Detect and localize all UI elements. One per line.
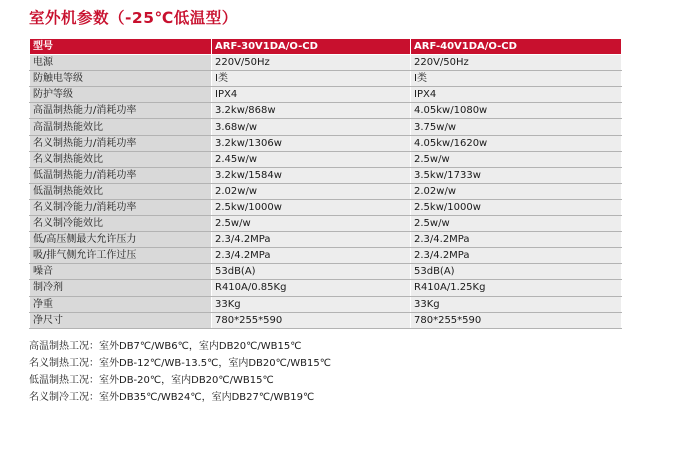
table-row: [30, 296, 622, 312]
note-low-temp-heating: 低温制热工况：室外DB-20℃，室内DB20℃/WB15℃: [29, 375, 274, 386]
table-row: [30, 264, 622, 280]
value-model-30: 3.2kw/1306w: [212, 135, 411, 151]
value-model-40: 2.5w/w: [411, 216, 622, 232]
table-row: [30, 167, 622, 183]
row-label: 高温制热能效比: [30, 119, 212, 135]
value-model-40: 780*255*590: [411, 312, 622, 328]
value-model-30: 220V/50Hz: [212, 55, 411, 71]
row-label: 高温制热能力/消耗功率: [30, 103, 212, 119]
value-model-40: 53dB(A): [411, 264, 622, 280]
row-label: 防触电等级: [30, 71, 212, 87]
value-model-30: 3.2kw/1584w: [212, 167, 411, 183]
value-model-30: 2.02w/w: [212, 183, 411, 199]
value-model-30: IPX4: [212, 87, 411, 103]
value-model-40: 3.5kw/1733w: [411, 167, 622, 183]
value-model-40: R410A/1.25Kg: [411, 280, 622, 296]
row-label: 防护等级: [30, 87, 212, 103]
value-model-30: 53dB(A): [212, 264, 411, 280]
spec-table: [29, 38, 622, 329]
value-model-30: Ⅰ类: [212, 71, 411, 87]
row-label: 净重: [30, 296, 212, 312]
row-label: 净尺寸: [30, 312, 212, 328]
note-nominal-cooling: 名义制冷工况：室外DB35℃/WB24℃，室内DB27℃/WB19℃: [29, 392, 315, 403]
value-model-40: 4.05kw/1620w: [411, 135, 622, 151]
table-row: [30, 183, 622, 199]
row-label: 名义制热能效比: [30, 151, 212, 167]
row-label: 低温制热能力/消耗功率: [30, 167, 212, 183]
value-model-40: 33Kg: [411, 296, 622, 312]
value-model-40: IPX4: [411, 87, 622, 103]
value-model-40: 4.05kw/1080w: [411, 103, 622, 119]
table-row: [30, 103, 622, 119]
table-row: [30, 199, 622, 215]
value-model-30: 3.2kw/868w: [212, 103, 411, 119]
table-header-row: [30, 39, 622, 55]
value-model-30: 2.5w/w: [212, 216, 411, 232]
value-model-40: 2.02w/w: [411, 183, 622, 199]
table-row: [30, 87, 622, 103]
spec-table-body: [30, 55, 622, 329]
row-label: 低温制热能效比: [30, 183, 212, 199]
table-row: [30, 248, 622, 264]
value-model-40: 3.75w/w: [411, 119, 622, 135]
row-label: 电源: [30, 55, 212, 71]
value-model-40: 2.5kw/1000w: [411, 199, 622, 215]
table-row: [30, 71, 622, 87]
table-row: [30, 119, 622, 135]
page-title: 室外机参数（-25℃低温型）: [29, 9, 238, 27]
value-model-40: 220V/50Hz: [411, 55, 622, 71]
note-nominal-heating: 名义制热工况：室外DB-12℃/WB-13.5℃，室内DB20℃/WB15℃: [29, 358, 331, 369]
value-model-30: 2.45w/w: [212, 151, 411, 167]
value-model-30: 2.5kw/1000w: [212, 199, 411, 215]
table-row: [30, 55, 622, 71]
row-label: 吸/排气侧允许工作过压: [30, 248, 212, 264]
row-label: 名义制冷能力/消耗功率: [30, 199, 212, 215]
table-row: [30, 135, 622, 151]
value-model-40: 2.3/4.2MPa: [411, 232, 622, 248]
row-label: 噪音: [30, 264, 212, 280]
row-label: 低/高压侧最大允许压力: [30, 232, 212, 248]
value-model-40: Ⅰ类: [411, 71, 622, 87]
value-model-40: 2.3/4.2MPa: [411, 248, 622, 264]
value-model-30: 3.68w/w: [212, 119, 411, 135]
table-row: [30, 232, 622, 248]
table-row: [30, 216, 622, 232]
value-model-40: 2.5w/w: [411, 151, 622, 167]
column-header-model-30: ARF-30V1DA/O-CD: [212, 39, 411, 55]
value-model-30: 780*255*590: [212, 312, 411, 328]
column-header-model-40: ARF-40V1DA/O-CD: [411, 39, 622, 55]
row-label: 名义制热能力/消耗功率: [30, 135, 212, 151]
note-high-temp-heating: 高温制热工况：室外DB7℃/WB6℃，室内DB20℃/WB15℃: [29, 341, 302, 352]
column-header-model: 型号: [30, 39, 212, 55]
row-label: 制冷剂: [30, 280, 212, 296]
value-model-30: R410A/0.85Kg: [212, 280, 411, 296]
table-row: [30, 280, 622, 296]
test-conditions-notes: [29, 338, 629, 406]
table-row: [30, 312, 622, 328]
row-label: 名义制冷能效比: [30, 216, 212, 232]
value-model-30: 33Kg: [212, 296, 411, 312]
table-row: [30, 151, 622, 167]
value-model-30: 2.3/4.2MPa: [212, 232, 411, 248]
value-model-30: 2.3/4.2MPa: [212, 248, 411, 264]
